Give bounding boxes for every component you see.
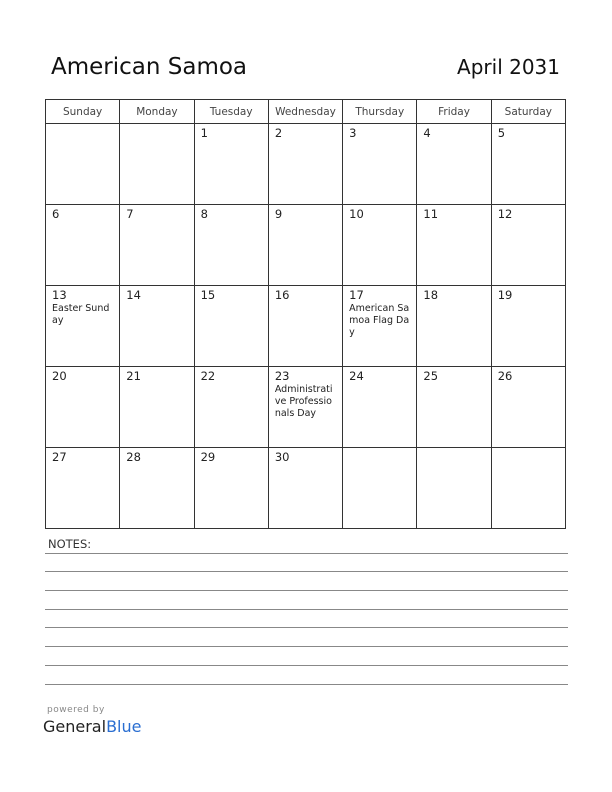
weekday-header-row <box>46 100 566 124</box>
day-number: 21 <box>126 369 141 383</box>
day-cell <box>120 286 194 367</box>
holiday-label: Easter Sunday <box>52 303 110 326</box>
logo-text-blue: Blue <box>106 717 142 736</box>
day-cell <box>194 124 268 205</box>
day-cell <box>417 124 491 205</box>
day-cell <box>46 367 120 448</box>
notes-line <box>45 553 568 554</box>
day-number: 26 <box>497 369 513 383</box>
day-cell <box>46 124 120 205</box>
day-number: 27 <box>52 450 67 464</box>
day-number: 8 <box>200 207 208 221</box>
day-cell <box>46 205 120 286</box>
holiday-label: Administrative Professionals Day <box>274 384 333 419</box>
day-cell <box>343 124 417 205</box>
day-cell <box>194 367 268 448</box>
day-cell <box>46 286 120 367</box>
weekday-header: Saturday <box>491 100 565 124</box>
day-number: 19 <box>497 288 513 302</box>
week-row <box>46 367 566 448</box>
logo-text-general: General <box>43 717 107 736</box>
day-number: 9 <box>274 207 283 221</box>
day-cell <box>120 367 194 448</box>
day-cell <box>417 448 491 529</box>
day-cell <box>268 124 342 205</box>
day-cell <box>268 205 342 286</box>
notes-line <box>45 646 568 647</box>
day-cell <box>120 205 194 286</box>
day-number: 23 <box>274 369 290 383</box>
day-cell <box>120 124 194 205</box>
day-cell <box>194 205 268 286</box>
weekday-header: Monday <box>120 100 194 124</box>
day-number: 14 <box>126 288 141 302</box>
day-number: 4 <box>423 126 431 140</box>
weekday-header: Thursday <box>343 100 417 124</box>
week-row <box>46 205 566 286</box>
notes-line <box>45 684 568 685</box>
calendar-title: American Samoa <box>51 54 248 80</box>
day-number: 10 <box>349 207 364 221</box>
day-cell <box>343 286 417 367</box>
holiday-label: American Samoa Flag Day <box>349 303 410 338</box>
day-number: 30 <box>274 450 290 464</box>
day-number: 7 <box>126 207 134 221</box>
powered-by-label: powered by <box>47 705 105 715</box>
day-number: 1 <box>200 126 208 140</box>
notes-line <box>45 627 568 628</box>
day-number: 20 <box>52 369 67 383</box>
day-cell <box>194 286 268 367</box>
day-cell <box>491 286 565 367</box>
calendar-month: April 2031 <box>457 55 560 79</box>
day-cell <box>343 205 417 286</box>
day-cell <box>268 367 342 448</box>
day-number: 5 <box>497 126 506 140</box>
day-number: 24 <box>349 369 364 383</box>
day-number: 16 <box>274 288 290 302</box>
day-cell <box>120 448 194 529</box>
day-cell <box>268 286 342 367</box>
day-number: 17 <box>349 288 364 302</box>
day-cell <box>417 205 491 286</box>
day-cell <box>417 367 491 448</box>
day-number: 6 <box>52 207 60 221</box>
day-number: 25 <box>423 369 439 383</box>
weekday-header: Tuesday <box>194 100 268 124</box>
week-row <box>46 448 566 529</box>
day-number: 22 <box>200 369 216 383</box>
notes-line <box>45 609 568 610</box>
day-cell <box>491 124 565 205</box>
day-number: 11 <box>423 207 439 221</box>
calendar-grid <box>45 99 566 529</box>
weekday-header: Wednesday <box>268 100 342 124</box>
weekday-header: Friday <box>417 100 491 124</box>
day-number: 3 <box>349 126 357 140</box>
notes-line <box>45 571 568 572</box>
day-number: 28 <box>126 450 141 464</box>
notes-line <box>45 665 568 666</box>
day-number: 15 <box>200 288 216 302</box>
generalblue-logo <box>43 717 141 736</box>
week-row <box>46 124 566 205</box>
day-cell <box>417 286 491 367</box>
day-cell <box>343 367 417 448</box>
notes-line <box>45 590 568 591</box>
day-cell <box>268 448 342 529</box>
weekday-header: Sunday <box>46 100 120 124</box>
day-cell <box>491 367 565 448</box>
day-number: 2 <box>274 126 283 140</box>
day-number: 18 <box>423 288 439 302</box>
week-row <box>46 286 566 367</box>
day-cell <box>491 205 565 286</box>
day-number: 12 <box>497 207 513 221</box>
day-number: 13 <box>52 288 67 302</box>
day-number: 29 <box>200 450 216 464</box>
day-cell <box>46 448 120 529</box>
notes-label: NOTES: <box>48 537 92 551</box>
day-cell <box>194 448 268 529</box>
day-cell <box>343 448 417 529</box>
day-cell <box>491 448 565 529</box>
